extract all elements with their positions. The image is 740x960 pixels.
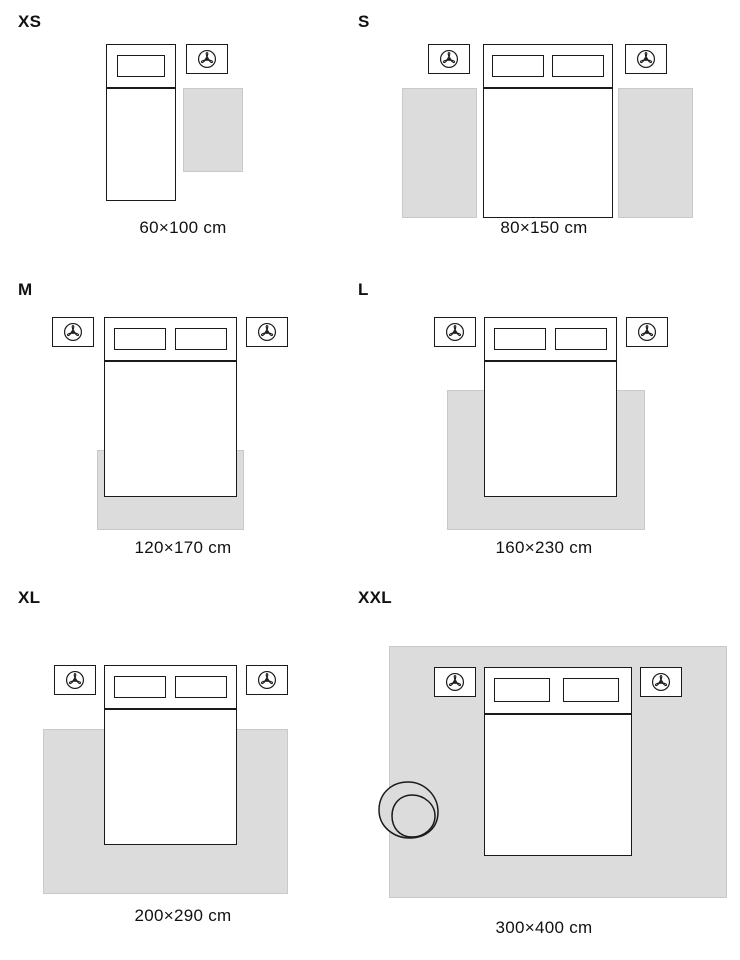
size-dimensions-xs: 60×100 cm <box>139 218 227 237</box>
lamp-icon <box>256 669 278 691</box>
lamp-icon <box>650 671 672 693</box>
size-code-xs: XS <box>18 12 42 31</box>
lamp-icon <box>635 48 657 70</box>
nightstand-left-xl <box>54 665 96 695</box>
scene-l <box>358 294 730 524</box>
lamp-icon <box>196 48 218 70</box>
nightstand-left-s <box>428 44 470 74</box>
bed-s <box>483 88 613 218</box>
pillow-left-l <box>494 328 546 350</box>
nightstand-right-xxl <box>640 667 682 697</box>
rug-shape-s-right <box>618 88 693 218</box>
pillow-right-xl <box>175 676 227 698</box>
nightstand-right-xl <box>246 665 288 695</box>
pillow-right-l <box>555 328 607 350</box>
size-code-s: S <box>358 12 370 31</box>
scene-m <box>18 294 348 524</box>
size-code-m: M <box>18 280 33 299</box>
pillow-left-s <box>492 55 544 77</box>
scene-s <box>358 26 730 206</box>
armchair-icon <box>366 766 456 856</box>
bed-l <box>484 361 617 497</box>
bed-xs <box>106 88 176 201</box>
size-dimensions-s: 80×150 cm <box>500 218 588 237</box>
pillow-left-xxl <box>494 678 550 702</box>
size-dimensions-xxl: 300×400 cm <box>495 918 593 937</box>
scene-xs <box>18 26 348 206</box>
pillow-right-s <box>552 55 604 77</box>
pillow-left-m <box>114 328 166 350</box>
size-cell-s <box>358 12 730 262</box>
nightstand-right-l <box>626 317 668 347</box>
pillow-right-xxl <box>563 678 619 702</box>
pillow-left-xl <box>114 676 166 698</box>
size-cell-xs <box>18 12 348 262</box>
size-cell-xl <box>18 588 348 948</box>
rug-shape-xs <box>183 88 243 172</box>
nightstand-left-l <box>434 317 476 347</box>
size-code-xxl: XXL <box>358 588 392 607</box>
size-code-xl: XL <box>18 588 41 607</box>
size-dimensions-m: 120×170 cm <box>134 538 232 557</box>
lamp-icon <box>64 669 86 691</box>
bed-xl <box>104 709 237 845</box>
bed-m <box>104 361 237 497</box>
scene-xxl <box>358 644 730 904</box>
nightstand-left-xxl <box>434 667 476 697</box>
size-cell-xxl <box>358 588 730 948</box>
size-code-l: L <box>358 280 369 299</box>
size-dimensions-xl: 200×290 cm <box>134 906 232 925</box>
lamp-icon <box>438 48 460 70</box>
nightstand-right-xs <box>186 44 228 74</box>
size-cell-m <box>18 280 348 580</box>
lamp-icon <box>636 321 658 343</box>
lamp-icon <box>444 671 466 693</box>
size-cell-l <box>358 280 730 580</box>
nightstand-left-m <box>52 317 94 347</box>
lamp-icon <box>256 321 278 343</box>
scene-xl <box>18 644 348 894</box>
lamp-icon <box>62 321 84 343</box>
nightstand-right-s <box>625 44 667 74</box>
nightstand-right-m <box>246 317 288 347</box>
pillow-right-m <box>175 328 227 350</box>
size-dimensions-l: 160×230 cm <box>495 538 593 557</box>
bed-xxl <box>484 714 632 856</box>
lamp-icon <box>444 321 466 343</box>
rug-shape-s-left <box>402 88 477 218</box>
pillow-xs <box>117 55 165 77</box>
